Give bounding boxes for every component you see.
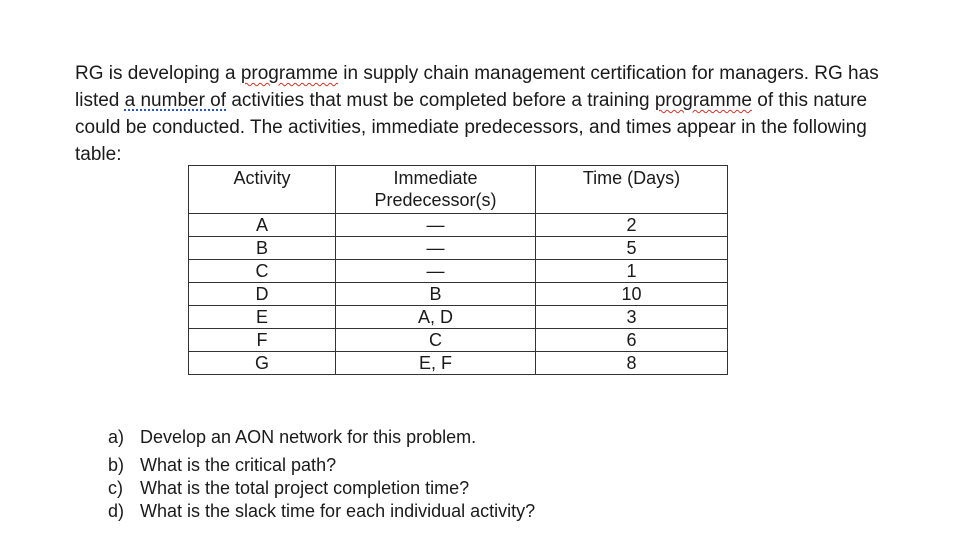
question-letter: a) (108, 427, 125, 447)
cell-activity: C (189, 260, 336, 283)
header-predecessors-line2: Predecessor(s) (374, 190, 497, 210)
table-row (189, 283, 728, 306)
cell-activity: A (189, 214, 336, 237)
table-row (189, 352, 728, 375)
table-row (189, 329, 728, 352)
activity-table (188, 165, 728, 375)
question-letter: d) (108, 501, 125, 521)
cell-predecessors: — (336, 237, 536, 260)
question-text: What is the total project completion time? (140, 478, 470, 498)
cell-time: 2 (536, 214, 728, 237)
cell-predecessors: B (336, 283, 536, 306)
spellcheck-word: programme (240, 63, 338, 84)
cell-activity: B (189, 237, 336, 260)
question-text: Develop an AON network for this problem. (140, 427, 477, 447)
question-text: What is the critical path? (140, 455, 337, 475)
table-row (189, 306, 728, 329)
intro-text: RG is developing a (75, 63, 241, 84)
intro-text: in supply chain management certification for managers. RG has listed (75, 63, 879, 111)
cell-predecessors: — (336, 260, 536, 283)
question-item (108, 454, 535, 476)
question-item (108, 500, 535, 522)
question-text: What is the slack time for each individual activity? (140, 501, 536, 521)
cell-activity: G (189, 352, 336, 375)
cell-time: 1 (536, 260, 728, 283)
cell-time: 8 (536, 352, 728, 375)
cell-activity: D (189, 283, 336, 306)
intro-text: activities that must be completed before a training (226, 90, 655, 111)
table-row (189, 214, 728, 237)
cell-predecessors: A, D (336, 306, 536, 329)
cell-time: 10 (536, 283, 728, 306)
header-time: Time (Days) (536, 166, 728, 214)
grammar-check-phrase: a number of (124, 90, 227, 111)
header-predecessors (336, 166, 536, 214)
cell-time: 3 (536, 306, 728, 329)
cell-time: 6 (536, 329, 728, 352)
question-letter: c) (108, 478, 123, 498)
table-row (189, 260, 728, 283)
question-letter: b) (108, 455, 125, 475)
table-row (189, 237, 728, 260)
intro-paragraph (75, 60, 905, 168)
intro-text: of this nature could be conducted. The activities, immediate predecessors, and times appear in the following table: (75, 90, 868, 165)
table-header-row (189, 166, 728, 214)
cell-predecessors: C (336, 329, 536, 352)
cell-time: 5 (536, 237, 728, 260)
cell-activity: F (189, 329, 336, 352)
cell-predecessors: E, F (336, 352, 536, 375)
header-predecessors-line1: Immediate (393, 168, 478, 188)
question-item (108, 477, 535, 499)
cell-predecessors: — (336, 214, 536, 237)
spellcheck-word: programme (654, 90, 752, 111)
question-item (108, 426, 535, 448)
question-list (108, 426, 535, 523)
header-activity: Activity (189, 166, 336, 214)
cell-activity: E (189, 306, 336, 329)
